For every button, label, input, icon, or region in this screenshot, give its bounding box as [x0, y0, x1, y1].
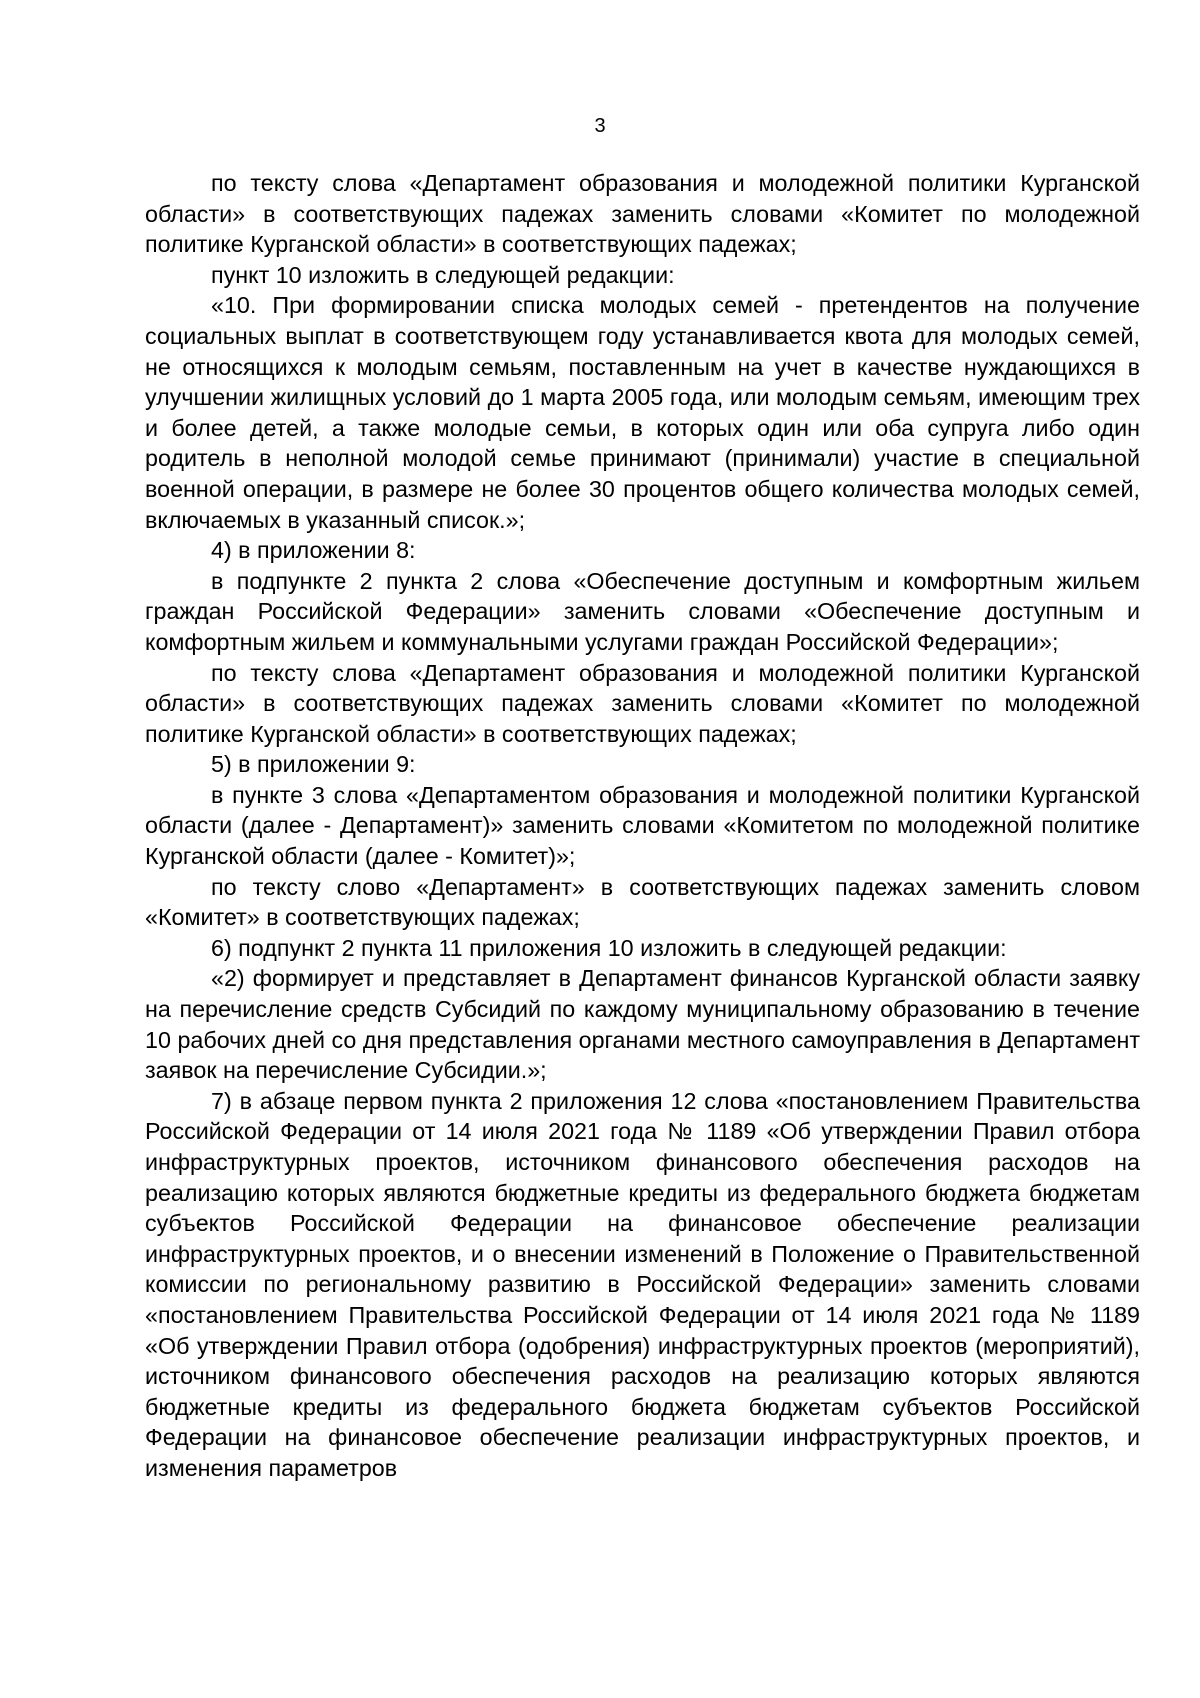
paragraph-appendix-12: 7) в абзаце первом пункта 2 приложения 12 слова «постановлением Правительства Российской Федерации от 14 июля 2021 года № 1189 «Об утверждении Правил отбора инфраструктурных проектов, источником финансового обеспечения расходов на реализацию которых являются бюджетные кредиты из федерального бюджета бюджетам субъектов Российской Федерации на финансовое обеспечение реализации инфраструктурных проектов, и о внесении изменений в Положение о Правительственной комиссии по региональному развитию в Российской Федерации» заменить словами «постановлением Правительства Российской Федерации от 14 июля 2021 года № 1189 «Об утверждении Правил отбора (одобрения) инфраструктурных проектов (мероприятий), источником финансового обеспечения расходов на реализацию которых являются бюджетные кредиты из федерального бюджета бюджетам субъектов Российской Федерации на финансовое обеспечение реализации инфраструктурных проектов, и изменения параметров — [145, 1087, 1140, 1481]
paragraph-appendix-9-rename: по тексту слово «Департамент» в соответствующих падежах заменить словом «Комитет» в соответствующих падежах; — [145, 873, 1140, 931]
page-number: 3 — [594, 115, 606, 137]
document-body — [145, 168, 1140, 1484]
paragraph-department-rename: по тексту слова «Департамент образования и молодежной политики Курганской области» в соответствующих падежах заменить словами «Комитет по молодежной политике Курганской области» в соответствующих падежах; — [145, 170, 1140, 258]
paragraph-item-10-text: «10. При формировании списка молодых семей - претендентов на получение социальных выплат в соответствующем году устанавливается квота для молодых семей, не относящихся к молодым семьям, поставленным на учет в качестве нуждающихся в улучшении жилищных условий до 1 марта 2005 года, или молодым семьям, имеющим трех и более детей, а также молодые семьи, в которых один или оба супруга либо один родитель в неполной молодой семье принимают (принимали) участие в специальной военной операции, в размере не более 30 процентов общего количества молодых семей, включаемых в указанный список.»; — [145, 292, 1140, 533]
paragraph-appendix-10: 6) подпункт 2 пункта 11 приложения 10 изложить в следующей редакции: — [211, 934, 1007, 961]
paragraph-appendix-10-text: «2) формирует и представляет в Департамент финансов Курганской области заявку на перечисление средств Субсидий по каждому муниципальному образованию в течение 10 рабочих дней со дня представления органами местного самоуправления в Департамент заявок на перечисление Субсидии.»; — [145, 965, 1140, 1084]
paragraph-appendix-9: 5) в приложении 9: — [211, 751, 416, 778]
paragraph-item-10-intro: пункт 10 изложить в следующей редакции: — [211, 261, 675, 288]
paragraph-appendix-9-item-3: в пункте 3 слова «Департаментом образования и молодежной политики Курганской области (далее - Департамент)» заменить словами «Комитетом по молодежной политике Курганской области (далее - Комитет)»; — [145, 781, 1140, 870]
paragraph-appendix-8-subitem: в подпункте 2 пункта 2 слова «Обеспечение доступным и комфортным жильем граждан Российской Федерации» заменить словами «Обеспечение доступным и комфортным жильем и коммунальными услугами граждан Российской Федерации»; — [145, 567, 1140, 655]
paragraph-appendix-8-rename: по тексту слова «Департамент образования и молодежной политики Курганской области» в соответствующих падежах заменить словами «Комитет по молодежной политике Курганской области» в соответствующих падежах; — [145, 659, 1140, 747]
paragraph-appendix-8: 4) в приложении 8: — [211, 537, 416, 564]
